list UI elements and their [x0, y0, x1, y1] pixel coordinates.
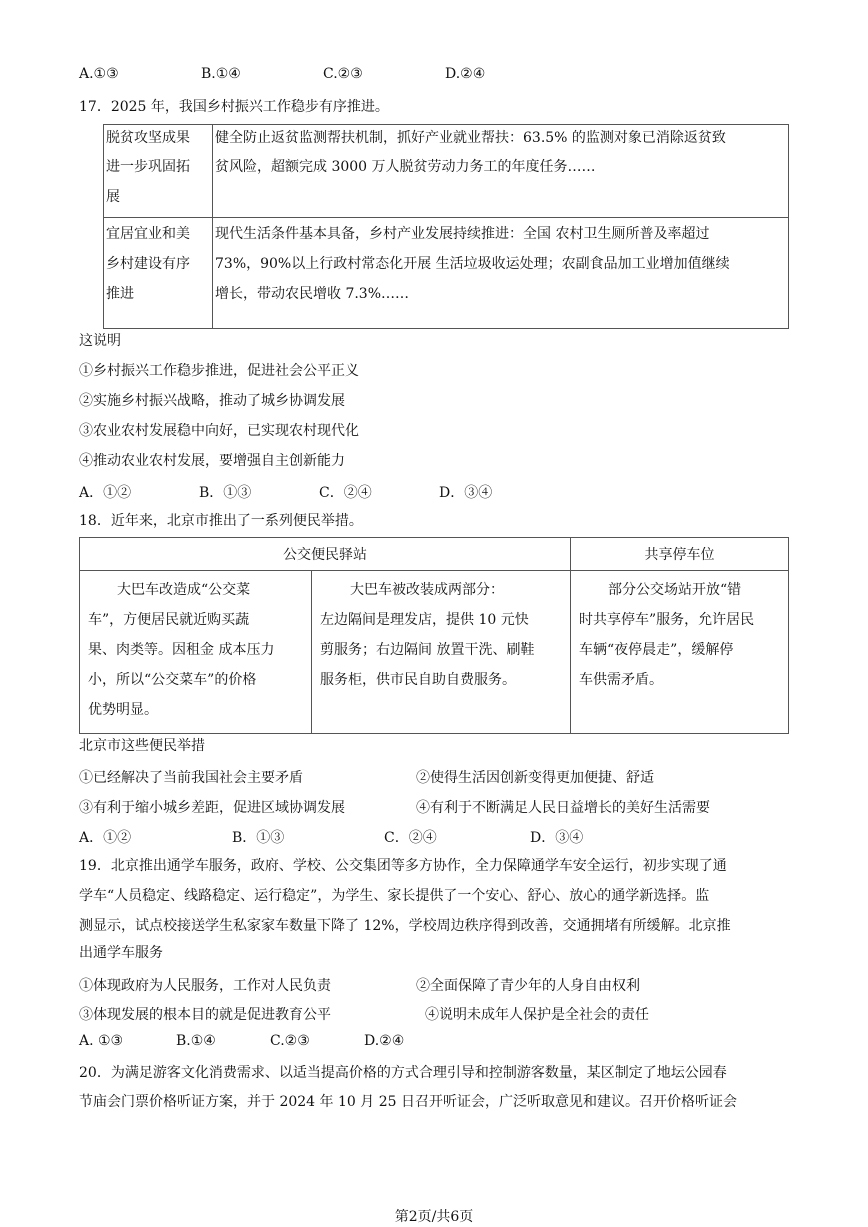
q18-cell-veg-bus: [80, 571, 312, 734]
q19-item: ④说明未成年人保护是全社会的责任: [425, 1007, 649, 1023]
q18-cell1-line: 小，所以“公交菜车”的价格: [88, 672, 257, 688]
q18-cell2-line: 剪服务；右边隔间 放置干洗、刷鞋: [320, 642, 535, 658]
q16-option-a: A.①③: [79, 66, 119, 82]
q18-option-d: D．③④: [530, 830, 584, 846]
q18-cell-parking: [571, 571, 789, 734]
q17-row: [104, 125, 789, 218]
q18-stem: 18．近年来，北京市推出了一系列便民举措。: [79, 513, 363, 529]
q17-head-line: 宜居宜业和美: [106, 226, 190, 242]
q17-body-line: 贫风险，超额完成 3000 万人脱贫劳动力务工的年度任务……: [215, 159, 596, 175]
q17-stem: 17．2025 年，我国乡村振兴工作稳步有序推进。: [79, 99, 389, 115]
q18-cell1-line: 优势明显。: [88, 702, 158, 718]
q18-option-c: C．②④: [384, 830, 437, 846]
q16-option-d: D.②④: [445, 66, 486, 82]
q19-text-line: 学车“人员稳定、线路稳定、运行稳定”，为学生、家长提供了一个安心、舒心、放心的通学新选择。监: [79, 888, 710, 904]
q18-item: ③有利于缩小城乡差距，促进区域协调发展: [79, 800, 345, 816]
q17-option-a: A．①②: [79, 485, 132, 501]
q19-item: ②全面保障了青少年的人身自由权利: [416, 978, 640, 994]
q17-option-b: B．①③: [199, 485, 252, 501]
q17-row-head: [104, 125, 213, 218]
q18-item: ②使得生活因创新变得更加便捷、舒适: [416, 770, 654, 786]
q19-option-c: C.②③: [270, 1033, 310, 1049]
q18-cell1-line: 果、肉类等。因租金 成本压力: [88, 642, 275, 658]
q18-header-row: [80, 538, 789, 571]
q18-cell1-line: 大巴车改造成“公交菜: [117, 582, 251, 598]
q17-body-line: 健全防止返贫监测帮扶机制，抓好产业就业帮扶：63.5% 的监测对象已消除返贫致: [215, 130, 726, 146]
q17-table: [103, 124, 789, 329]
q18-cell3-line: 时共享停车”服务，允许居民: [579, 612, 755, 628]
q19-item: ③体现发展的根本目的就是促进教育公平: [79, 1007, 331, 1023]
q18-cell3-line: 车供需矛盾。: [579, 672, 663, 688]
q17-item: ①乡村振兴工作稳步推进，促进社会公平正义: [79, 363, 359, 379]
q16-option-b: B.①④: [201, 66, 241, 82]
q18-cell3-line: 车辆“夜停晨走”，缓解停: [579, 642, 734, 658]
q17-item: ②实施乡村振兴战略，推动了城乡协调发展: [79, 393, 345, 409]
q17-item: ④推动农业农村发展，要增强自主创新能力: [79, 453, 345, 469]
q17-head-line: 进一步巩固拓: [106, 159, 190, 175]
q17-body-line: 增长，带动农民增收 7.3%……: [215, 286, 410, 302]
q17-row-body: [213, 125, 789, 218]
q18-option-a: A．①②: [79, 830, 132, 846]
q17-head-line: 推进: [106, 286, 134, 302]
q20-text-line: 20．为满足游客文化消费需求、以适当提高价格的方式合理引导和控制游客数量，某区制定了地坛公园春: [79, 1065, 727, 1081]
q18-cell2-line: 左边隔间是理发店，提供 10 元快: [320, 612, 529, 628]
q19-text-line: 19．北京推出通学车服务，政府、学校、公交集团等多方协作，全力保障通学车安全运行，初步实现了通: [79, 858, 727, 874]
q17-head-line: 脱贫攻坚成果: [106, 130, 190, 146]
q19-option-b: B.①④: [176, 1033, 216, 1049]
q20-text-line: 节庙会门票价格听证方案，并于 2024 年 10 月 25 日召开听证会，广泛听取意见和建议。召开价格听证会: [79, 1094, 737, 1110]
q18-header-left: 公交便民驿站: [80, 538, 571, 571]
page-number: 第2页/共6页: [394, 1209, 474, 1225]
q18-body-row: [80, 571, 789, 734]
q18-item: ④有利于不断满足人民日益增长的美好生活需要: [416, 800, 710, 816]
q16-option-c: C.②③: [323, 66, 363, 82]
q18-cell-service-bus: [312, 571, 571, 734]
q18-table: [79, 537, 789, 734]
q19-item: ①体现政府为人民服务，工作对人民负责: [79, 978, 331, 994]
q17-body-line: 现代生活条件基本具备，乡村产业发展持续推进：全国 农村卫生厕所普及率超过: [215, 226, 710, 242]
q19-option-d: D.②④: [364, 1033, 405, 1049]
q18-cell2-line: 大巴车被改装成两部分：: [350, 582, 504, 598]
q18-cell1-line: 车”，方便居民就近购买蔬: [88, 612, 250, 628]
q19-option-a: A. ①③: [79, 1033, 124, 1049]
q17-row: [104, 218, 789, 329]
q17-lead: 这说明: [79, 333, 121, 349]
q18-lead: 北京市这些便民举措: [79, 738, 205, 754]
q18-item: ①已经解决了当前我国社会主要矛盾: [79, 770, 303, 786]
q17-head-line: 乡村建设有序: [106, 256, 190, 272]
q18-cell2-line: 服务柜，供市民自助自费服务。: [320, 672, 516, 688]
q18-option-b: B．①③: [232, 830, 285, 846]
q17-option-d: D．③④: [439, 485, 493, 501]
q17-body-line: 73%，90%以上行政村常态化开展 生活垃圾收运处理；农副食品加工业增加值继续: [215, 256, 730, 272]
q17-row-body: [213, 218, 789, 329]
q19-text-line: 出通学车服务: [79, 945, 163, 961]
q18-cell3-line: 部分公交场站开放“错: [608, 582, 742, 598]
q17-head-line: 展: [106, 189, 120, 205]
q18-header-right: 共享停车位: [571, 538, 789, 571]
q19-text-line: 测显示，试点校接送学生私家家车数量下降了 12%，学校周边秩序得到改善，交通拥堵有所缓解。北京推: [79, 918, 731, 934]
q17-option-c: C．②④: [319, 485, 372, 501]
q17-row-head: [104, 218, 213, 329]
q17-item: ③农业农村发展稳中向好，已实现农村现代化: [79, 423, 359, 439]
